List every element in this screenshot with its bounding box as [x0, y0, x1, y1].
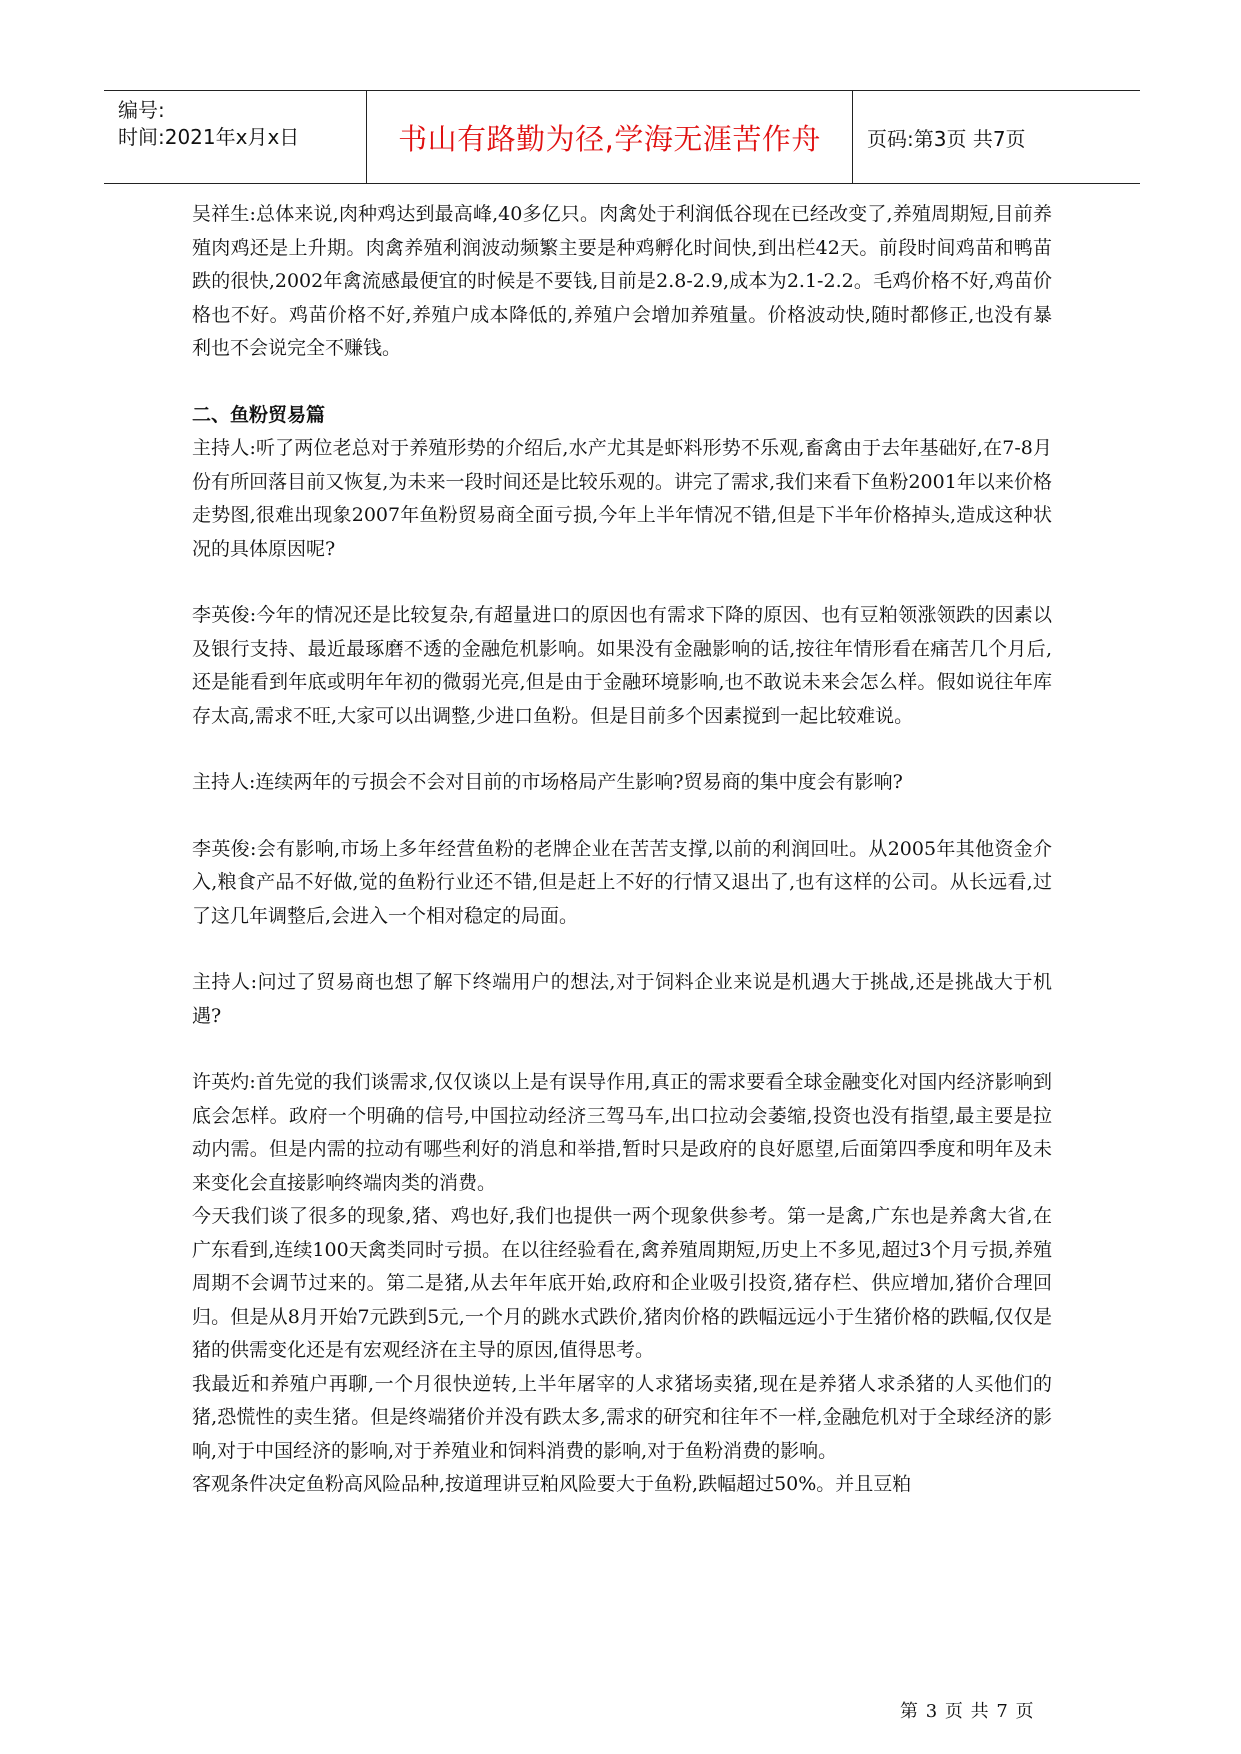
page-header	[104, 90, 1140, 184]
paragraph-host-question-2: 主持人:连续两年的亏损会不会对目前的市场格局产生影响?贸易商的集中度会有影响?	[192, 771, 903, 793]
paragraph-host-question-3: 主持人:问过了贸易商也想了解下终端用户的想法,对于饲料企业来说是机遇大于挑战,还是挑战大于机遇?	[192, 971, 1052, 1027]
paragraph-wu-xiangsheng: 吴祥生:总体来说,肉种鸡达到最高峰,40多亿只。肉禽处于利润低谷现在已经改变了,养殖周期短,目前养殖肉鸡还是上升期。肉禽养殖利润波动频繁主要是种鸡孵化时间快,到出栏42天。前段时间鸡苗和鸭苗跌的很快,2002年禽流感最便宜的时候是不要钱,目前是2.8-2.9,成本为2.1-2.2。毛鸡价格不好,鸡苗价格也不好。鸡苗价格不好,养殖户成本降低的,养殖户会增加养殖量。价格波动快,随时都修正,也没有暴利也不会说完全不赚钱。	[192, 203, 1052, 359]
header-meta	[104, 91, 366, 183]
paragraph-xu-yingzhuo-4: 客观条件决定鱼粉高风险品种,按道理讲豆粕风险要大于鱼粉,跌幅超过50%。并且豆粕	[192, 1473, 912, 1495]
header-page-label: 页码:第3页 共7页	[867, 126, 1026, 151]
paragraph-xu-yingzhuo-1: 许英灼:首先觉的我们谈需求,仅仅谈以上是有误导作用,真正的需求要看全球金融变化对国内经济影响到底会怎样。政府一个明确的信号,中国拉动经济三驾马车,出口拉动会萎缩,投资也没有指望,最主要是拉动内需。但是内需的拉动有哪些利好的消息和举措,暂时只是政府的良好愿望,后面第四季度和明年及未来变化会直接影响终端肉类的消费。	[192, 1071, 1052, 1194]
paragraph-li-yingjun-1: 李英俊:今年的情况还是比较复杂,有超量进口的原因也有需求下降的原因、也有豆粕领涨领跌的因素以及银行支持、最近最琢磨不透的金融危机影响。如果没有金融影响的话,按往年情形看在痛苦几个月后,还是能看到年底或明年年初的微弱光亮,但是由于金融环境影响,也不敢说未来会怎么样。假如说往年库存太高,需求不旺,大家可以出调整,少进口鱼粉。但是目前多个因素搅到一起比较难说。	[192, 604, 1052, 727]
document-number-label: 编号:	[118, 98, 165, 122]
section-heading-fishmeal-trade: 二、鱼粉贸易篇	[192, 403, 326, 426]
paragraph-xu-yingzhuo-2: 今天我们谈了很多的现象,猪、鸡也好,我们也提供一两个现象供参考。第一是禽,广东也是养禽大省,在广东看到,连续100天禽类同时亏损。在以往经验看在,禽养殖周期短,历史上不多见,超过3个月亏损,养殖周期不会调节过来的。第二是猪,从去年年底开始,政府和企业吸引投资,猪存栏、供应增加,猪价合理回归。但是从8月开始7元跌到5元,一个月的跳水式跌价,猪肉价格的跌幅远远小于生猪价格的跌幅,仅仅是猪的供需变化还是有宏观经济在主导的原因,值得思考。	[192, 1205, 1052, 1361]
document-body	[192, 198, 1052, 1502]
document-time-label: 时间:2021年x月x日	[118, 125, 300, 149]
paragraph-host-question-1: 主持人:听了两位老总对于养殖形势的介绍后,水产尤其是虾料形势不乐观,畜禽由于去年基础好,在7-8月份有所回落目前又恢复,为未来一段时间还是比较乐观的。讲完了需求,我们来看下鱼粉2001年以来价格走势图,很难出现象2007年鱼粉贸易商全面亏损,今年上半年情况不错,但是下半年价格掉头,造成这种状况的具体原因呢?	[192, 437, 1052, 560]
page-footer: 第 3 页 共 7 页	[900, 1701, 1034, 1722]
paragraph-xu-yingzhuo-3: 我最近和养殖户再聊,一个月很快逆转,上半年屠宰的人求猪场卖猪,现在是养猪人求杀猪的人买他们的猪,恐慌性的卖生猪。但是终端猪价并没有跌太多,需求的研究和往年不一样,金融危机对于全球经济的影响,对于中国经济的影响,对于养殖业和饲料消费的影响,对于鱼粉消费的影响。	[192, 1372, 1052, 1462]
header-motto: 书山有路勤为径,学海无涯苦作舟	[366, 91, 853, 183]
paragraph-li-yingjun-2: 李英俊:会有影响,市场上多年经营鱼粉的老牌企业在苦苦支撑,以前的利润回吐。从2005年其他资金介入,粮食产品不好做,觉的鱼粉行业还不错,但是赶上不好的行情又退出了,也有这样的公司。从长远看,过了这几年调整后,会进入一个相对稳定的局面。	[192, 837, 1052, 927]
